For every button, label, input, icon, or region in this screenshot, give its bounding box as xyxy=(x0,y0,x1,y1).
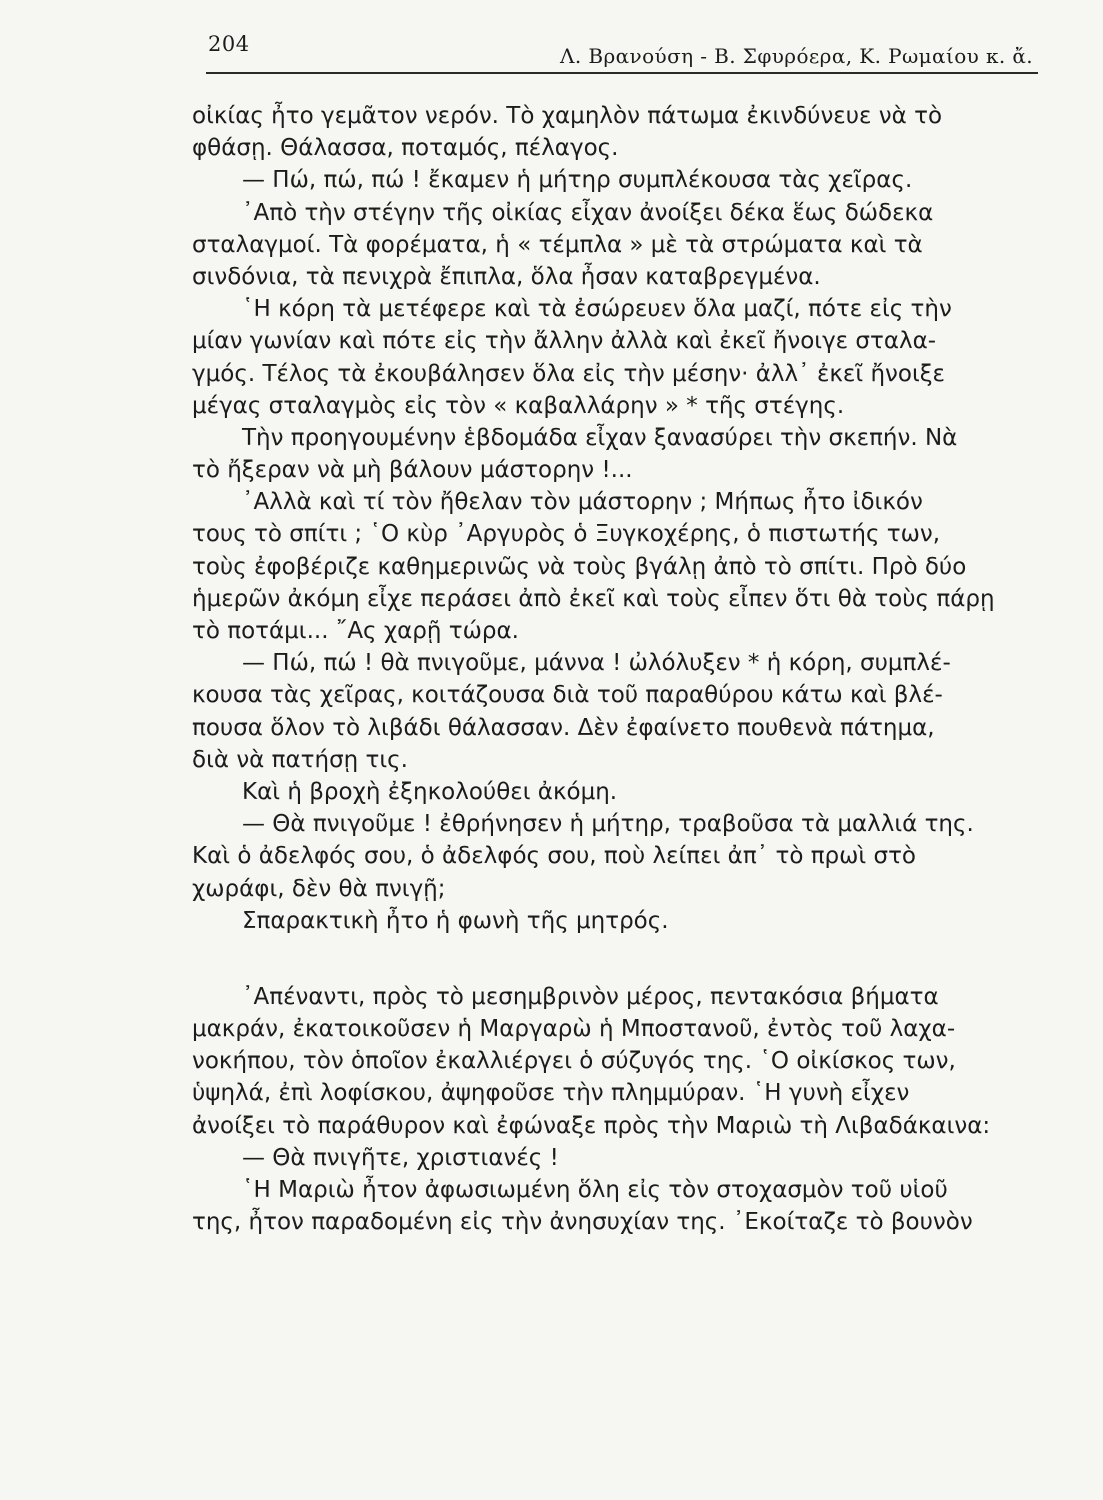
text-line: μίαν γωνίαν καὶ πότε εἰς τὴν ἄλλην ἀλλὰ καὶ ἐκεῖ ἤνοιγε σταλα- xyxy=(192,328,937,355)
text-line: ἡμερῶν ἀκόμη εἶχε περάσει ἀπὸ ἐκεῖ καὶ τοὺς εἶπεν ὅτι θὰ τοὺς πάρῃ xyxy=(192,585,995,612)
text-line: ῾Η κόρη τὰ μετέφερε καὶ τὰ ἐσώρευεν ὅλα μαζί, πότε εἰς τὴν xyxy=(242,296,952,323)
text-line: φθάσῃ. Θάλασσα, ποταμός, πέλαγος. xyxy=(192,135,619,162)
text-line: μέγας σταλαγμὸς εἰς τὸν « καβαλλάρην » * τῆς στέγης. xyxy=(192,392,845,419)
text-line: τὸ ἤξεραν νὰ μὴ βάλουν μάστορην !... xyxy=(192,457,633,484)
running-head: Λ. Βρανούση - Β. Σφυρόερα, Κ. Ρωμαίου κ. ἄ. xyxy=(560,44,1034,68)
text-line: τοὺς ἐφοβέριζε καθημερινῶς νὰ τοὺς βγάλῃ ἀπὸ τὸ σπίτι. Πρὸ δύο xyxy=(192,553,967,580)
text-line: ᾿Απέναντι, πρὸς τὸ μεσημβρινὸν μέρος, πεντακόσια βήματα xyxy=(242,983,939,1010)
text-line: μακράν, ἐκατοικοῦσεν ἡ Μαργαρὼ ἡ Μποστανοῦ, ἐντὸς τοῦ λαχα- xyxy=(192,1016,956,1043)
text-line: — Θὰ πνιγῆτε, χριστιανές ! xyxy=(242,1144,559,1171)
text-line: χωράφι, δὲν θὰ πνιγῇ; xyxy=(192,875,446,902)
text-line: Καὶ ὁ ἀδελφός σου, ὁ ἀδελφός σου, ποὺ λείπει ἀπ᾿ τὸ πρωὶ στὸ xyxy=(192,843,917,870)
text-line: ἀνοίξει τὸ παράθυρον καὶ ἐφώναξε πρὸς τὴν Μαριὼ τὴ Λιβαδάκαινα: xyxy=(192,1112,991,1139)
text-line: Σπαρακτικὴ ἦτο ἡ φωνὴ τῆς μητρός. xyxy=(242,907,669,934)
text-line: πουσα ὅλον τὸ λιβάδι θάλασσαν. Δὲν ἐφαίνετο πουθενὰ πάτημα, xyxy=(192,714,935,741)
text-line: τους τὸ σπίτι ; ῾Ο κὺρ ᾿Αργυρὸς ὁ Ξυγκοχέρης, ὁ πιστωτής των, xyxy=(192,521,941,548)
text-line: διὰ νὰ πατήσῃ τις. xyxy=(192,746,408,773)
text-line: τὸ ποτάμι... ῎Ας χαρῇ τώρα. xyxy=(192,618,519,644)
text-line: — Θὰ πνιγοῦμε ! ἐθρήνησεν ἡ μήτηρ, τραβοῦσα τὰ μαλλιά της. xyxy=(242,811,974,838)
text-line: ᾿Αλλὰ καὶ τί τὸν ἤθελαν τὸν μάστορην ; Μήπως ἦτο ἰδικόν xyxy=(242,489,923,516)
text-line: ῾Η Μαριὼ ἦτον ἀφωσιωμένη ὅλη εἰς τὸν στοχασμὸν τοῦ υἱοῦ xyxy=(242,1177,948,1203)
text-line: της, ἦτον παραδομένη εἰς τὴν ἀνησυχίαν της. ᾿Εκοίταζε τὸ βουνὸν xyxy=(192,1209,973,1236)
text-line: — Πώ, πώ, πώ ! ἔκαμεν ἡ μήτηρ συμπλέκουσα τὰς χεῖρας. xyxy=(242,167,913,194)
text-line: σταλαγμοί. Τὰ φορέματα, ἡ « τέμπλα » μὲ τὰ στρώματα καὶ τὰ xyxy=(192,231,923,258)
body-text xyxy=(192,100,1042,1238)
header-rule xyxy=(206,72,1038,74)
text-line: κουσα τὰς χεῖρας, κοιτάζουσα διὰ τοῦ παραθύρου κάτω καὶ βλέ- xyxy=(192,682,943,709)
section-break xyxy=(192,937,1042,981)
second-section xyxy=(192,981,1042,1239)
text-line: — Πώ, πώ ! θὰ πνιγοῦμε, μάννα ! ὠλόλυξεν * ἡ κόρη, συμπλέ- xyxy=(242,650,951,677)
text-line: Καὶ ἡ βροχὴ ἐξηκολούθει ἀκόμη. xyxy=(242,778,618,805)
text-line: νοκήπου, τὸν ὁποῖον ἐκαλλιέργει ὁ σύζυγός της. ῾Ο οἰκίσκος των, xyxy=(192,1048,956,1075)
text-line: γμός. Τέλος τὰ ἐκουβάλησεν ὅλα εἰς τὴν μέσην· ἀλλ᾿ ἐκεῖ ἤνοιξε xyxy=(192,360,945,387)
text-line: σινδόνια, τὰ πενιχρὰ ἔπιπλα, ὅλα ἦσαν καταβρεγμένα. xyxy=(192,263,821,290)
text-line: ᾿Απὸ τὴν στέγην τῆς οἰκίας εἶχαν ἀνοίξει δέκα ἕως δώδεκα xyxy=(242,199,934,226)
text-line: οἰκίας ἦτο γεμᾶτον νερόν. Τὸ χαμηλὸν πάτωμα ἐκινδύνευε νὰ τὸ xyxy=(192,103,943,129)
text-line: Τὴν προηγουμένην ἑβδομάδα εἶχαν ξανασύρει τὴν σκεπήν. Νὰ xyxy=(242,424,958,451)
text-line: ὑψηλά, ἐπὶ λοφίσκου, ἀψηφοῦσε τὴν πλημμύραν. ῾Η γυνὴ εἶχεν xyxy=(192,1080,910,1107)
first-section xyxy=(192,100,1042,937)
page-number: 204 xyxy=(208,32,250,56)
